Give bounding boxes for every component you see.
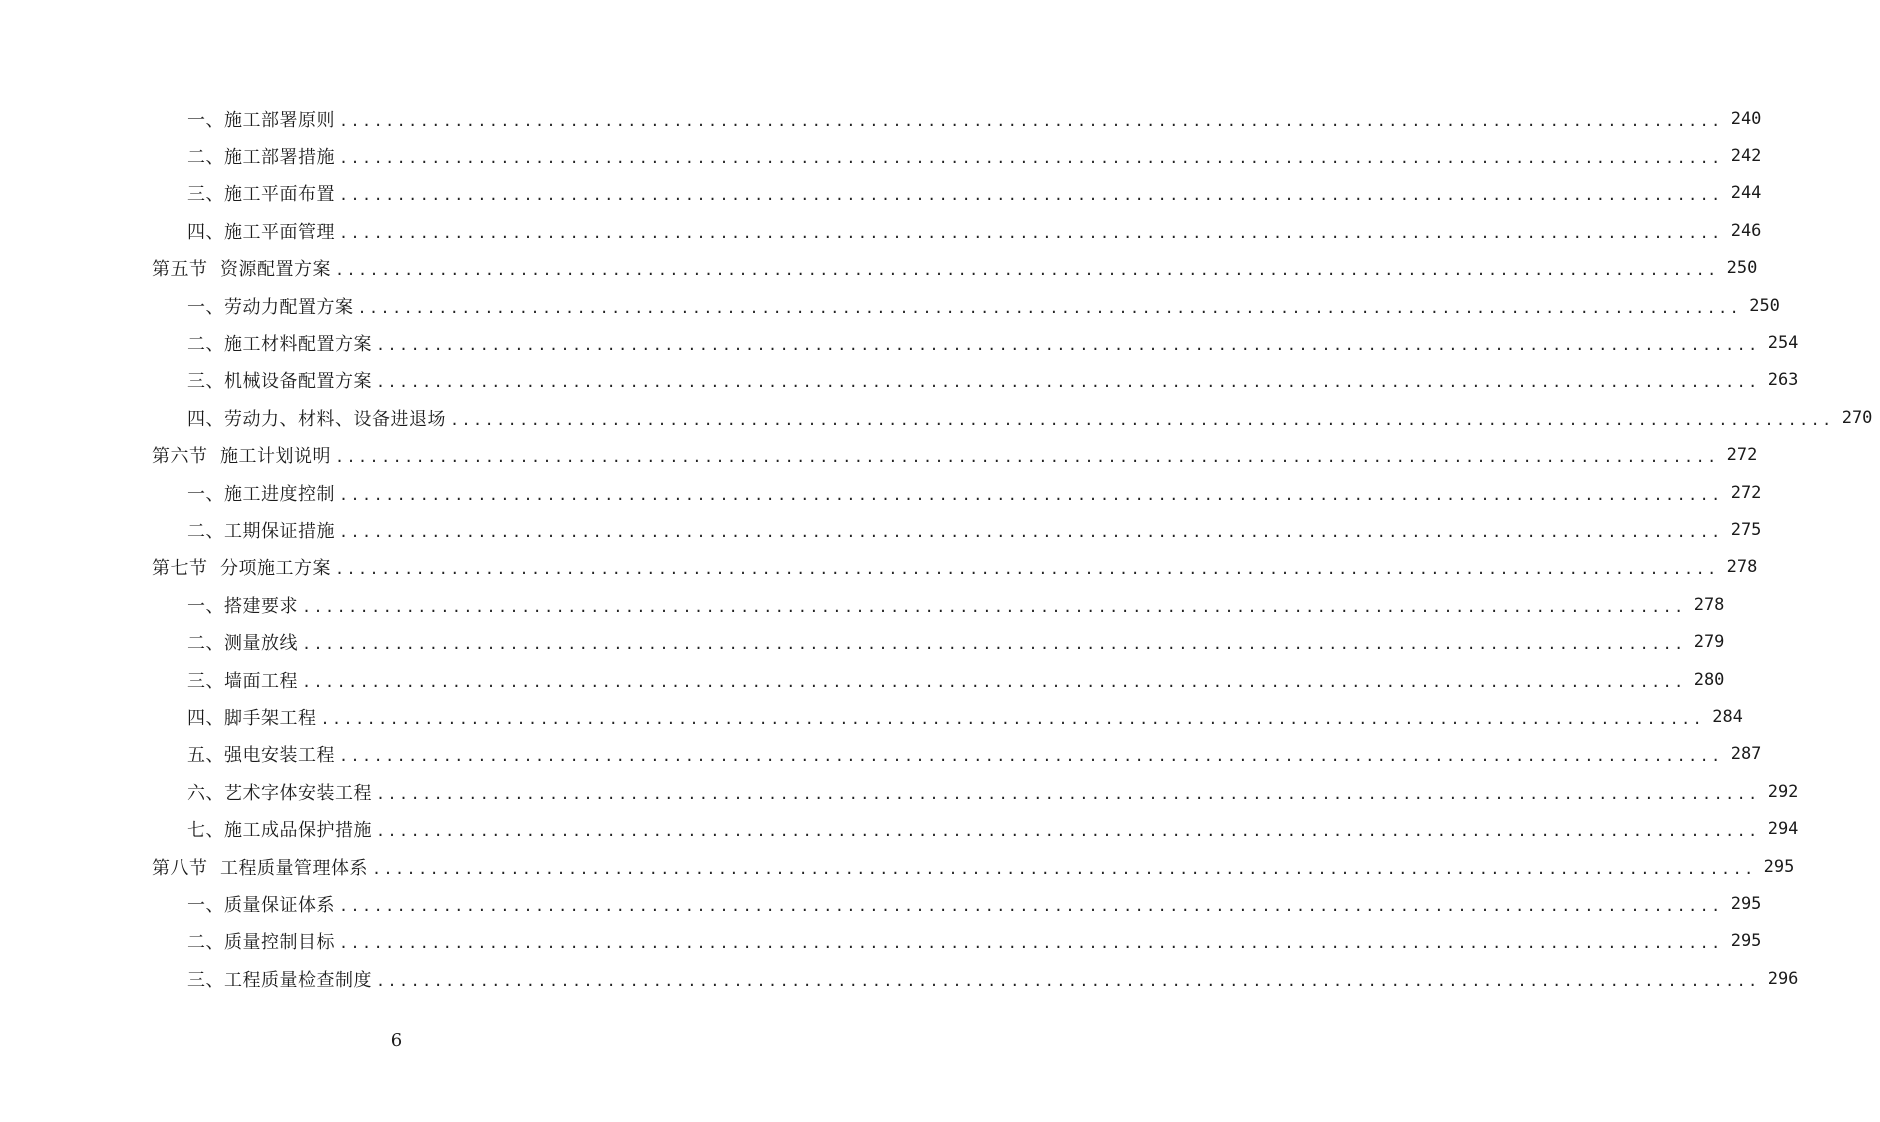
toc-entry-page-number: 284 [1712,706,1743,727]
toc-entry-title: 六、艺术字体安装工程 [187,782,372,804]
toc-entry-page-number: 296 [1767,968,1799,989]
toc-entry-title: 三、施工平面布置 [187,184,335,206]
toc-entry-title: 二、施工材料配置方案 [187,334,372,356]
toc-subsection-entry[interactable] [0,399,1873,436]
dot-leader: ........................................................................................................................ [302,672,1686,691]
toc-subsection-entry[interactable] [0,175,1762,212]
toc-entry-title: 三、墙面工程 [187,670,298,692]
dot-leader: ........................................................................................................................ [450,410,1834,429]
dot-leader: ........................................................................................................................ [339,223,1723,242]
toc-entry-page-number: 294 [1767,819,1799,840]
toc-entry-page-number: 278 [1693,594,1725,615]
toc-section-entry[interactable] [0,549,1758,586]
toc-entry-page-number: 295 [1730,931,1762,952]
dot-leader: ........................................................................................................................ [339,111,1723,130]
toc-entry-title: 一、质量保证体系 [187,894,335,916]
dot-leader: ........................................................................................................................ [334,261,1719,280]
dot-leader: ........................................................................................................................ [334,448,1719,467]
table-of-contents [0,100,1873,997]
toc-entry-page-number: 279 [1693,632,1725,653]
toc-subsection-entry[interactable] [0,100,1762,137]
toc-entry-title: 四、劳动力、材料、设备进退场 [187,408,446,430]
toc-subsection-entry[interactable] [0,287,1780,324]
toc-entry-title: 二、测量放线 [187,633,298,655]
toc-entry-page-number: 272 [1726,445,1758,466]
toc-entry-page-number: 263 [1767,370,1799,391]
dot-leader: ........................................................................................................................ [320,709,1705,728]
dot-leader: ........................................................................................................................ [339,149,1723,168]
dot-leader: ........................................................................................................................ [376,822,1760,841]
toc-entry-title: 一、施工部署原则 [187,109,335,131]
toc-entry-title: 一、搭建要求 [187,595,298,617]
toc-entry-title: 二、工期保证措施 [187,520,335,542]
toc-entry-page-number: 270 [1841,407,1873,428]
dot-leader: ........................................................................................................................ [376,336,1760,355]
dot-leader: ........................................................................................................................ [357,298,1742,317]
toc-subsection-entry[interactable] [0,137,1762,174]
toc-subsection-entry[interactable] [0,810,1799,847]
dot-leader: ........................................................................................................................ [302,635,1686,654]
toc-entry-page-number: 295 [1763,856,1795,877]
dot-leader: ........................................................................................................................ [376,373,1760,392]
toc-entry-page-number: 275 [1730,519,1762,540]
dot-leader: ........................................................................................................................ [339,186,1723,205]
dot-leader: ........................................................................................................................ [376,971,1760,990]
toc-entry-title: 第五节 资源配置方案 [152,259,331,281]
toc-entry-page-number: 287 [1730,744,1762,765]
toc-section-entry[interactable] [0,848,1795,885]
toc-subsection-entry[interactable] [0,586,1725,623]
dot-leader: ........................................................................................................................ [339,747,1723,766]
toc-entry-page-number: 295 [1730,893,1762,914]
toc-subsection-entry[interactable] [0,324,1799,361]
toc-entry-page-number: 250 [1726,258,1758,279]
toc-entry-title: 第七节 分项施工方案 [152,558,331,580]
toc-entry-title: 三、机械设备配置方案 [187,371,372,393]
toc-entry-title: 二、质量控制目标 [187,932,335,954]
toc-subsection-entry[interactable] [0,736,1762,773]
toc-entry-title: 四、脚手架工程 [187,707,317,729]
toc-entry-page-number: 254 [1767,333,1799,354]
toc-entry-page-number: 280 [1693,669,1725,690]
dot-leader: ........................................................................................................................ [339,485,1723,504]
toc-entry-page-number: 272 [1730,482,1762,503]
toc-section-entry[interactable] [0,250,1758,287]
toc-entry-page-number: 250 [1749,295,1780,316]
toc-entry-title: 四、施工平面管理 [187,221,335,243]
toc-entry-title: 第六节 施工计划说明 [152,446,331,468]
toc-subsection-entry[interactable] [0,885,1762,922]
toc-section-entry[interactable] [0,437,1758,474]
toc-subsection-entry[interactable] [0,623,1725,660]
dot-leader: ........................................................................................................................ [376,784,1760,803]
toc-subsection-entry[interactable] [0,362,1799,399]
dot-leader: ........................................................................................................................ [334,560,1719,579]
toc-entry-title: 第八节 工程质量管理体系 [152,857,368,879]
dot-leader: ........................................................................................................................ [339,896,1723,915]
toc-subsection-entry[interactable] [0,212,1762,249]
toc-subsection-entry[interactable] [0,960,1799,997]
dot-leader: ........................................................................................................................ [371,859,1756,878]
toc-subsection-entry[interactable] [0,923,1762,960]
toc-entry-page-number: 246 [1730,220,1762,241]
toc-entry-page-number: 240 [1730,108,1762,129]
dot-leader: ........................................................................................................................ [302,597,1686,616]
toc-subsection-entry[interactable] [0,773,1799,810]
toc-entry-title: 二、施工部署措施 [187,147,335,169]
dot-leader: ........................................................................................................................ [339,934,1723,953]
toc-entry-page-number: 292 [1767,781,1799,802]
toc-subsection-entry[interactable] [0,474,1762,511]
toc-entry-page-number: 278 [1726,557,1758,578]
toc-entry-title: 一、施工进度控制 [187,483,335,505]
toc-entry-title: 七、施工成品保护措施 [187,820,372,842]
toc-subsection-entry[interactable] [0,661,1725,698]
toc-subsection-entry[interactable] [0,511,1762,548]
page-number: 6 [390,1030,403,1051]
dot-leader: ........................................................................................................................ [339,522,1723,541]
toc-entry-title: 五、强电安装工程 [187,745,335,767]
toc-entry-page-number: 242 [1730,146,1762,167]
toc-subsection-entry[interactable] [0,698,1743,735]
toc-entry-title: 一、劳动力配置方案 [187,296,354,318]
toc-entry-title: 三、工程质量检查制度 [187,969,372,991]
toc-entry-page-number: 244 [1730,183,1762,204]
